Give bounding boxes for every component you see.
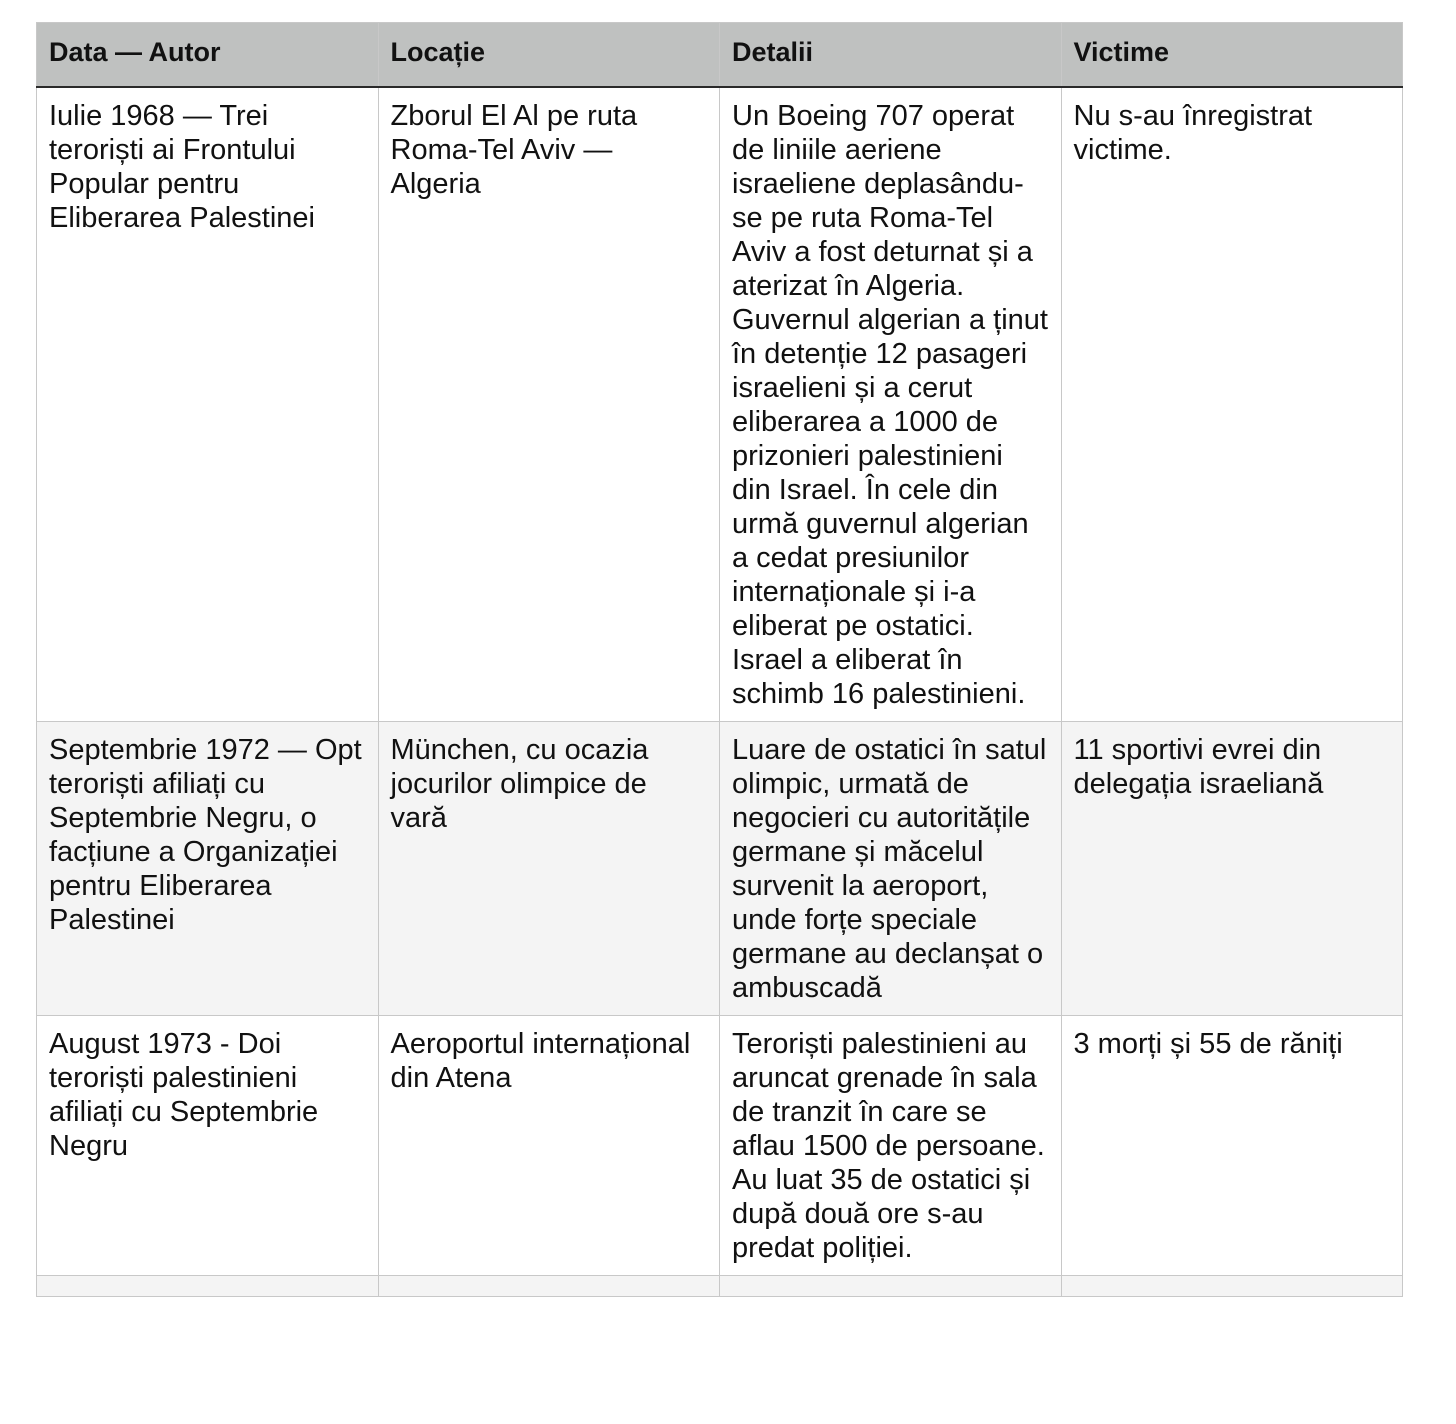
cell-victims: Nu s-au înregistrat victime. xyxy=(1061,87,1403,722)
cell-victims: 3 morți și 55 de răniți xyxy=(1061,1016,1403,1276)
cell-details: Un Boeing 707 operat de liniile aeriene israeliene deplasându-se pe ruta Roma-Tel Aviv a fost deturnat și a aterizat în Algeria. Guvernul algerian a ținut în detenție 12 pasageri israelieni și a cerut eliberarea a 1000 de prizonieri palestinieni din Israel. În cele din urmă guvernul algerian a cedat presiunilor internaționale și i-a eliberat pe ostatici. Israel a eliberat în schimb 16 palestinieni. xyxy=(720,87,1062,722)
table-row xyxy=(37,1016,1403,1276)
events-table xyxy=(36,22,1403,1297)
cell-location: Aeroportul internațional din Atena xyxy=(378,1016,720,1276)
cell-details: Luare de ostatici în satul olimpic, urmată de negocieri cu autoritățile germane și măcelul survenit la aeroport, unde forțe speciale germane au declanșat o ambuscadă xyxy=(720,722,1062,1016)
cell-empty xyxy=(1061,1276,1403,1297)
cell-location: Zborul El Al pe ruta Roma-Tel Aviv — Algeria xyxy=(378,87,720,722)
cell-empty xyxy=(37,1276,379,1297)
cell-details: Teroriști palestinieni au aruncat grenade în sala de tranzit în care se aflau 1500 de persoane. Au luat 35 de ostatici și după două ore s-au predat poliției. xyxy=(720,1016,1062,1276)
events-table-container xyxy=(36,22,1402,1297)
header-victims: Victime xyxy=(1061,23,1403,88)
header-date-author: Data — Autor xyxy=(37,23,379,88)
header-details: Detalii xyxy=(720,23,1062,88)
cell-date-author: Iulie 1968 — Trei teroriști ai Frontului Popular pentru Eliberarea Palestinei xyxy=(37,87,379,722)
header-location: Locație xyxy=(378,23,720,88)
table-row xyxy=(37,87,1403,722)
cell-location: München, cu ocazia jocurilor olimpice de vară xyxy=(378,722,720,1016)
cell-empty xyxy=(720,1276,1062,1297)
cell-date-author: August 1973 - Doi teroriști palestinieni afiliați cu Septembrie Negru xyxy=(37,1016,379,1276)
table-row xyxy=(37,722,1403,1016)
table-header-row xyxy=(37,23,1403,88)
cell-date-author: Septembrie 1972 — Opt teroriști afiliați cu Septembrie Negru, o facțiune a Organizației pentru Eliberarea Palestinei xyxy=(37,722,379,1016)
cell-victims: 11 sportivi evrei din delegația israeliană xyxy=(1061,722,1403,1016)
cell-empty xyxy=(378,1276,720,1297)
table-row-partial xyxy=(37,1276,1403,1297)
